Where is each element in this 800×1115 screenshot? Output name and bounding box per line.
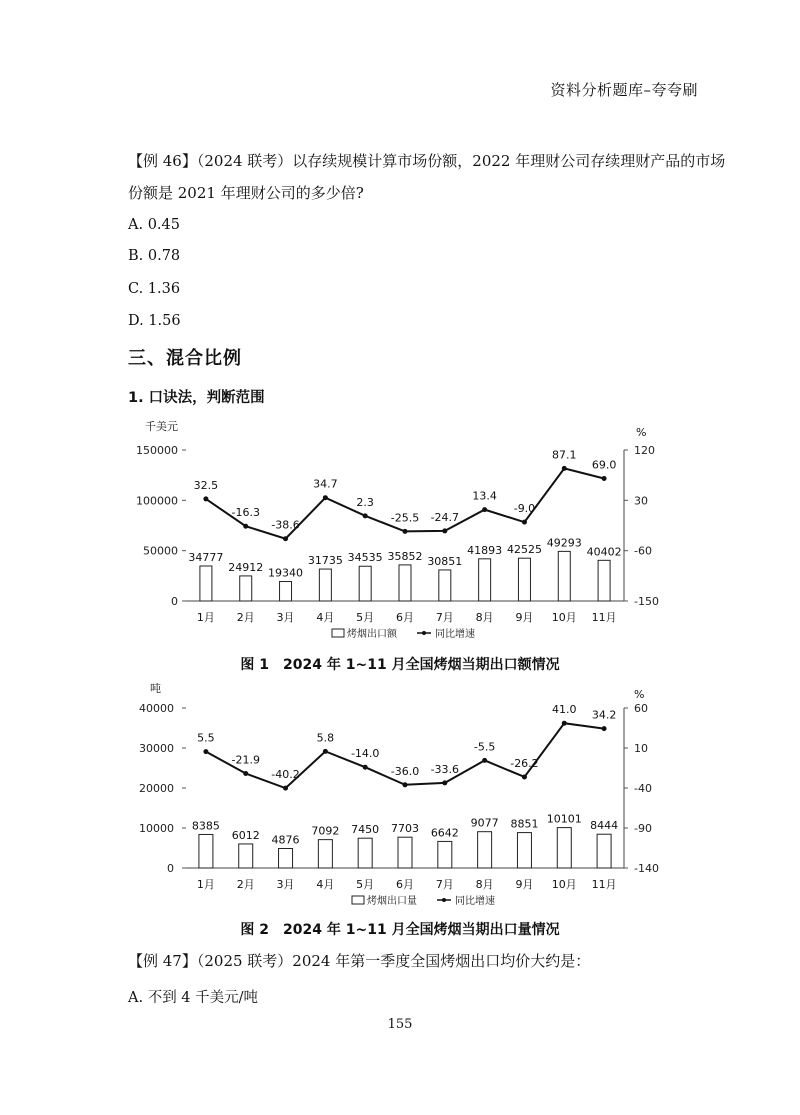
legend-bar-label: 烤烟出口量	[367, 896, 417, 907]
bar-label-11: 40402	[586, 545, 622, 559]
legend-line-marker	[422, 631, 426, 635]
legend-bar-label: 烤烟出口额	[347, 629, 397, 640]
bar-label-4: 31735	[307, 554, 343, 568]
growth-label-11: 34.2	[591, 708, 617, 722]
bar-7	[438, 841, 452, 868]
left-tick-label: 30000	[139, 742, 174, 755]
left-tick-label: 50000	[143, 544, 178, 558]
page-number: 155	[387, 1017, 413, 1032]
growth-line	[206, 723, 604, 788]
growth-label-10: 41.0	[552, 703, 577, 717]
q46-option-a: A. 0.45	[128, 217, 180, 233]
growth-label-4: 5.8	[316, 731, 335, 745]
bar-10	[557, 828, 571, 868]
chart1-caption: 图 1 2024 年 1~11 月全国烤烟当期出口额情况	[240, 657, 560, 673]
bar-5	[359, 566, 371, 601]
bar-label-6: 35852	[387, 549, 423, 563]
right-tick-label: 10	[634, 742, 648, 755]
export-volume-chart	[0, 680, 800, 912]
growth-label-2: -21.9	[231, 753, 260, 767]
bar-11	[598, 560, 610, 601]
legend-line-label: 同比增速	[455, 896, 495, 907]
category-label-6: 6月	[396, 878, 414, 891]
bar-6	[398, 837, 412, 868]
growth-label-11: 69.0	[591, 458, 617, 472]
category-label-10: 10月	[551, 611, 577, 624]
category-label-7: 7月	[435, 611, 454, 624]
growth-label-7: -33.6	[430, 762, 460, 776]
bar-2	[240, 576, 252, 601]
right-tick-label: -60	[634, 544, 652, 558]
growth-label-6: -36.0	[390, 764, 420, 778]
right-tick-label: 30	[634, 494, 648, 508]
bar-10	[558, 551, 570, 601]
category-label-9: 9月	[515, 611, 534, 624]
category-label-5: 5月	[356, 611, 375, 624]
q46-option-c: C. 1.36	[128, 281, 181, 297]
bar-label-7: 30851	[427, 554, 463, 568]
bar-label-1: 8385	[191, 819, 220, 833]
growth-label-4: 34.7	[313, 477, 338, 491]
bar-1	[199, 834, 213, 868]
bar-label-9: 8851	[510, 817, 539, 831]
growth-point-7	[442, 780, 447, 785]
legend-bar-swatch	[352, 896, 364, 904]
bar-label-2: 24912	[228, 560, 264, 574]
bar-2	[239, 844, 253, 868]
bar-11	[597, 834, 611, 868]
q47-text-line1: 【例 47】（2025 联考）2024 年第一季度全国烤烟出口均价大约是：	[128, 952, 591, 970]
category-label-6: 6月	[396, 611, 414, 624]
growth-label-9: -26.2	[510, 756, 539, 770]
category-label-3: 3月	[276, 878, 295, 891]
growth-label-1: 32.5	[193, 478, 219, 492]
growth-point-11	[602, 476, 607, 481]
category-label-4: 4月	[316, 878, 335, 891]
growth-label-8: 13.4	[472, 489, 497, 503]
growth-point-8	[482, 758, 487, 763]
left-tick-label: 150000	[136, 444, 178, 457]
growth-point-6	[403, 529, 408, 534]
right-tick-label: -40	[634, 782, 652, 795]
growth-point-5	[363, 513, 368, 518]
growth-label-6: -25.5	[390, 511, 420, 525]
bar-label-3: 19340	[268, 566, 304, 580]
bar-3	[280, 582, 292, 601]
right-tick-label: 120	[634, 444, 655, 457]
growth-point-4	[323, 749, 328, 754]
right-tick-label: 60	[634, 702, 648, 715]
bar-label-10: 49293	[546, 536, 582, 550]
page-header-title: 资料分析题库–夸夸刷	[550, 81, 698, 99]
growth-point-5	[363, 765, 368, 770]
category-label-3: 3月	[276, 611, 295, 624]
growth-label-9: -9.0	[513, 502, 536, 516]
right-axis-unit: %	[636, 426, 647, 439]
category-label-11: 11月	[591, 878, 617, 891]
bar-label-7: 6642	[430, 826, 459, 840]
growth-point-10	[562, 466, 567, 471]
growth-point-11	[602, 726, 607, 731]
left-axis-unit: 千美元	[145, 420, 178, 433]
bar-label-8: 9077	[470, 816, 499, 830]
bar-label-8: 41893	[467, 543, 503, 557]
category-label-11: 11月	[591, 611, 617, 624]
growth-label-8: -5.5	[473, 740, 496, 754]
bar-label-5: 34535	[347, 551, 383, 565]
growth-label-10: 87.1	[552, 448, 577, 462]
q46-option-b: B. 0.78	[128, 248, 181, 264]
growth-point-6	[403, 782, 408, 787]
right-axis-unit: %	[634, 688, 645, 701]
category-label-5: 5月	[356, 878, 375, 891]
bar-4	[319, 569, 331, 601]
left-tick-label: 20000	[139, 782, 174, 795]
right-tick-label: -140	[634, 862, 659, 875]
bar-1	[200, 566, 212, 601]
category-label-2: 2月	[236, 611, 255, 624]
left-tick-label: 0	[171, 595, 178, 608]
category-label-7: 7月	[435, 878, 454, 891]
growth-line	[206, 468, 604, 538]
bar-label-1: 34777	[188, 550, 224, 564]
right-tick-label: -90	[634, 822, 652, 835]
bar-9	[517, 833, 531, 868]
left-axis-unit: 吨	[150, 682, 161, 695]
growth-point-2	[243, 771, 248, 776]
growth-point-9	[522, 520, 527, 525]
growth-point-1	[203, 749, 208, 754]
growth-label-3: -40.2	[271, 768, 300, 782]
growth-label-3: -38.6	[271, 518, 300, 532]
growth-label-1: 5.5	[197, 731, 215, 745]
category-label-1: 1月	[196, 611, 215, 624]
legend-line-label: 同比增速	[435, 629, 475, 640]
bar-3	[279, 848, 293, 868]
bar-label-4: 7092	[311, 824, 340, 838]
bar-label-3: 4876	[271, 833, 300, 847]
bar-label-5: 7450	[351, 823, 380, 837]
q46-text-line2: 份额是 2021 年理财公司的多少倍?	[128, 184, 364, 202]
bar-label-9: 42525	[506, 543, 542, 557]
legend-bar-swatch	[332, 629, 344, 637]
left-tick-label: 10000	[139, 822, 174, 835]
growth-point-8	[482, 507, 487, 512]
growth-point-10	[562, 721, 567, 726]
bar-5	[358, 838, 372, 868]
growth-point-3	[283, 786, 288, 791]
q47-option-a: A. 不到 4 千美元/吨	[128, 990, 259, 1006]
q46-text-line1: 【例 46】（2024 联考）以存续规模计算市场份额，2022 年理财公司存续理财产品的市场	[128, 152, 726, 170]
growth-point-1	[203, 496, 208, 501]
q46-option-d: D. 1.56	[128, 313, 181, 329]
bar-8	[479, 559, 491, 601]
growth-point-2	[243, 524, 248, 529]
growth-point-3	[283, 536, 288, 541]
section-title: 三、混合比例	[128, 348, 242, 369]
category-label-4: 4月	[316, 611, 335, 624]
category-label-8: 8月	[475, 878, 494, 891]
growth-label-5: -14.0	[350, 747, 380, 761]
category-label-9: 9月	[515, 878, 534, 891]
growth-label-7: -24.7	[430, 510, 460, 524]
bar-7	[439, 570, 451, 601]
legend-line-marker	[442, 898, 446, 902]
category-label-2: 2月	[236, 878, 255, 891]
chart2-caption: 图 2 2024 年 1~11 月全国烤烟当期出口量情况	[240, 922, 560, 938]
category-label-8: 8月	[475, 611, 494, 624]
bar-6	[399, 565, 411, 601]
left-tick-label: 100000	[136, 494, 178, 508]
left-tick-label: 40000	[139, 702, 174, 715]
category-label-10: 10月	[551, 878, 577, 891]
bar-label-6: 7703	[391, 822, 419, 836]
growth-point-7	[442, 528, 447, 533]
bar-label-11: 8444	[590, 819, 619, 833]
category-label-1: 1月	[196, 878, 215, 891]
growth-label-2: -16.3	[231, 506, 260, 520]
right-tick-label: -150	[634, 595, 659, 608]
export-value-chart	[0, 418, 800, 650]
growth-point-4	[323, 495, 328, 500]
bar-label-2: 6012	[231, 828, 260, 842]
bar-9	[518, 558, 530, 601]
subsection-title: 1. 口诀法，判断范围	[128, 390, 265, 406]
left-tick-label: 0	[167, 862, 174, 875]
bar-label-10: 10101	[546, 812, 582, 826]
growth-point-9	[522, 774, 527, 779]
growth-label-5: 2.3	[356, 495, 374, 509]
bar-8	[478, 832, 492, 868]
bar-4	[318, 840, 332, 868]
